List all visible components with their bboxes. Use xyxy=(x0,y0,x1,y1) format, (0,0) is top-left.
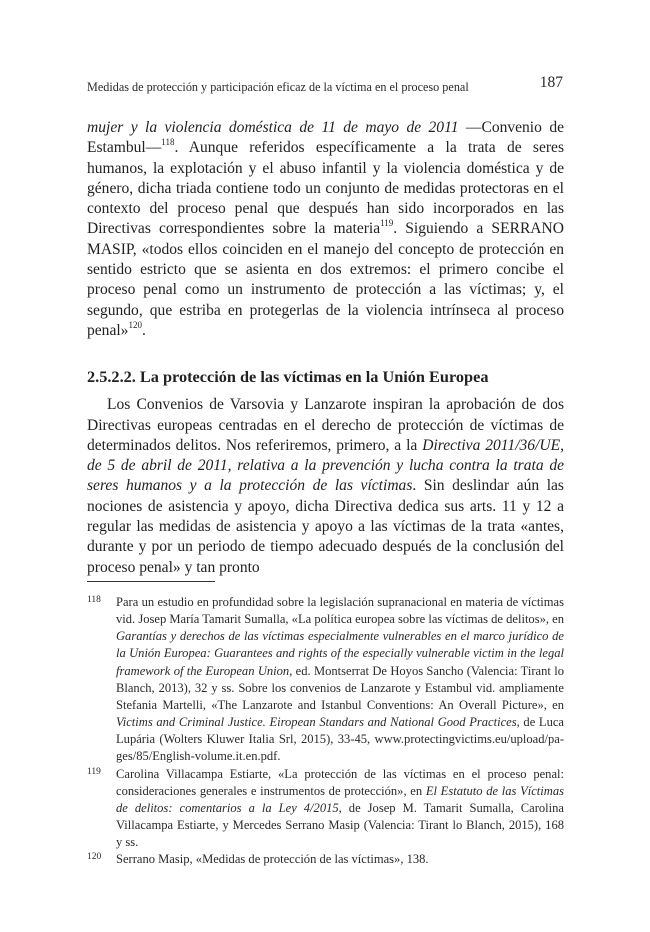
section-heading: 2.5.2.2. La protección de las víctimas en la Unión Europea xyxy=(87,367,489,387)
footnote-text: Serrano Masip, «Medidas de protección de las víctimas», 138. xyxy=(116,852,429,867)
footnote-italic: Garantías y derechos de las víctimas especialmente vulnerables en el marco jurídico de la Unión Europea: Guarantees and rights of the especially vulnerable victim in the legal framework of the European Union xyxy=(116,629,564,678)
main-text xyxy=(87,118,564,578)
running-header-title: Medidas de protección y participación eficaz de la víctima en el proceso penal xyxy=(87,80,469,94)
footnote-number: 118 xyxy=(87,595,101,605)
footnote-118 xyxy=(87,594,564,766)
running-header xyxy=(87,74,565,98)
footnote-divider xyxy=(87,581,215,582)
paragraph-text: —Convenio de Estambul— xyxy=(87,119,564,157)
footnote-number: 119 xyxy=(87,766,101,777)
paragraph-text: Los Convenios de Varsovia y Lanzarote inspiran la aprobación de dos Directivas europeas centradas en el derecho de protección de víctimas de determinados delitos. Nos referiremos, primero, a la xyxy=(87,396,564,454)
footnote-ref-118[interactable]: 118 xyxy=(161,137,175,148)
footnote-text: Para un estudio en profundidad sobre la legislación supranacional en materia de víctimas vid. Josep María Tamarit Sumalla, «La política europea sobre las víctimas de delitos», en xyxy=(116,595,564,627)
italic-title: Directiva 2011/36/UE, de 5 de abril de 2011, relativa a la prevención y lucha contra la trata de seres humanos y a la protección de las víctimas xyxy=(87,436,564,495)
paragraph-1 xyxy=(87,118,564,341)
footnote-text: , de Josep M. Tamarit Sumalla, Carolina Villacampa Estiarte, y Mercedes Serrano Masip (Valencia: Tirant lo Blanch, 2015), 168 y ss. xyxy=(116,800,564,850)
footnote-119 xyxy=(87,766,564,852)
paragraph-2 xyxy=(87,395,564,578)
paragraph-text: . Siguiendo a SERRANO MASIP, «todos ellos coinciden en el manejo del concepto de protección en sentido estricto que se asienta en dos extremos: el primero concibe el proceso penal como un instrumento de protección a las víctimas; y, el segundo, que estriba en protegerlas de la violencia intrínseca al proceso penal» xyxy=(87,220,564,339)
italic-title: mujer y la violencia doméstica de 11 de mayo de 2011 xyxy=(87,119,459,136)
paragraph-text: . Sin deslindar aún las nociones de asistencia y apoyo, dicha Directiva dedica sus arts. 11 y 12 a regular las medidas de asistencia y apoyo a las víctimas de la trata «antes, durante y por un periodo de tiempo adecuado después de la conclusión del proceso penal» y tan pronto xyxy=(87,477,564,576)
footnote-ref-119[interactable]: 119 xyxy=(380,218,394,229)
footnotes xyxy=(87,594,564,869)
paragraph-text: . Aunque referidos específicamente a la trata de seres humanos, la explotación y el abuso infantil y la violencia doméstica y de género, dicha triada contiene todo un conjunto de medidas protectoras en el contexto del proceso penal que después han sido incorporados en las Directivas correspondientes sobre la materia xyxy=(87,139,564,238)
footnote-120 xyxy=(87,851,564,868)
footnote-ref-120[interactable]: 120 xyxy=(128,319,142,330)
page-number: 187 xyxy=(539,74,563,91)
footnote-text: , ed. Montserrat De Hoyos Sancho (Valencia: Tirant lo Blanch, 2013), 32 y ss. Sobre los convenios de Lanzarote y Estambul vid. ampliamente Stefania Martelli, «The Lanzarote and Istanbul Conventions: An Overall Picture», en xyxy=(116,663,564,712)
paragraph-text: . xyxy=(141,321,146,339)
footnote-number: 120 xyxy=(87,852,102,863)
footnote-italic: El Estatuto de las Víctimas de delitos: comentarios a la Ley 4/2015 xyxy=(116,783,564,815)
footnote-text: , de Luca Lupária (Wolters Kluwer Italia Srl, 2015), 33-45, www.protectingvictims.eu/upload/pages/85/English-volume.it.en.pdf. xyxy=(116,715,565,764)
footnote-text: Carolina Villacampa Estiarte, «La protección de las víctimas en el proceso penal: consideraciones generales e instrumentos de protección», en xyxy=(116,766,564,798)
footnote-italic: Victims and Criminal Justice. Eiropean Standars and National Good Practices xyxy=(116,715,517,730)
